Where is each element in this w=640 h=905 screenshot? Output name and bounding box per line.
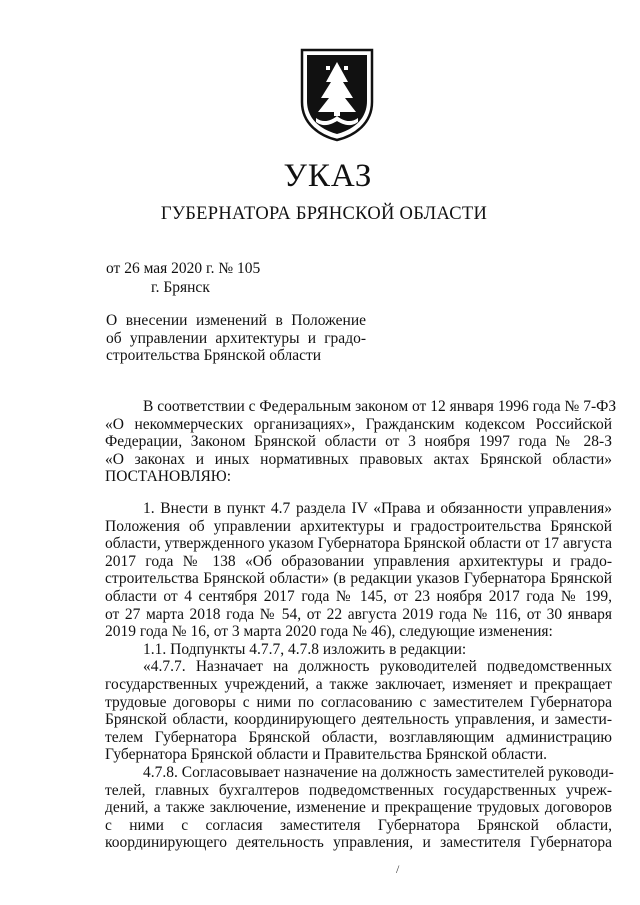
decree-title: УКАЗ: [283, 158, 373, 194]
text-line: области от 4 сентября 2017 года № 145, от 23 ноября 2017 года № 199,: [105, 587, 612, 605]
coat-of-arms-emblem: [296, 46, 378, 142]
subject-line: О внесении изменений в Положение: [106, 312, 366, 329]
text-line: 1.1. Подпункты 4.7.7, 4.7.8 изложить в редакции:: [143, 640, 467, 658]
main-body-text: [105, 500, 612, 852]
decree-subject: [106, 312, 366, 365]
subject-line: об управлении архитектуры и градо-: [106, 329, 366, 347]
text-line: телей, главных бухгалтеров подведомственных государственных учреж-: [105, 781, 612, 799]
text-line: строительства Брянской области» (в редакции указов Губернатора Брянской: [105, 570, 612, 588]
text-line: Брянской области, координирующего деятельность управления, и замести-: [105, 711, 612, 729]
text-line: координирующего деятельность управления, и заместителя Губернатора: [105, 834, 612, 852]
text-line: ПОСТАНОВЛЯЮ:: [105, 468, 232, 486]
text-line: области, утвержденного указом Губернатора Брянской области от 17 августа: [105, 535, 612, 553]
page-mark: /: [396, 862, 400, 876]
preamble-paragraph: [105, 398, 617, 486]
decree-city: г. Брянск: [151, 279, 210, 296]
subject-line: строительства Брянской области: [106, 347, 322, 364]
text-line: Губернатора Брянской области и Правительства Брянской области.: [105, 746, 548, 764]
text-line: 1. Внести в пункт 4.7 раздела IV «Права и обязанности управления»: [143, 500, 612, 517]
text-line: трудовые договоры с ними по согласованию с заместителем Губернатора: [105, 693, 612, 711]
text-line: В соответствии с Федеральным законом от 12 января 1996 года № 7-ФЗ: [143, 398, 617, 415]
issuer-title: ГУБЕРНАТОРА БРЯНСКОЙ ОБЛАСТИ: [160, 204, 488, 224]
text-line: «О некоммерческих организациях», Гражданским кодексом Российской: [105, 415, 612, 433]
text-line: 2017 года № 138 «Об образовании управления архитектуры и градо-: [105, 552, 612, 570]
text-line: от 27 марта 2018 года № 54, от 22 августа 2019 года № 116, от 30 января: [105, 605, 612, 623]
text-line: с ними с согласия заместителя Губернатора Брянской области,: [105, 816, 612, 834]
text-line: «4.7.7. Назначает на должность руководителей подведомственных: [143, 658, 612, 676]
text-line: Положения об управлении архитектуры и градостроительства Брянской: [105, 517, 612, 535]
text-line: 2019 года № 16, от 3 марта 2020 года № 46), следующие изменения:: [105, 623, 553, 641]
text-line: «О законах и иных нормативных правовых актах Брянской области»: [105, 450, 612, 468]
decree-date-number: от 26 мая 2020 г. № 105: [106, 260, 261, 277]
text-line: Федерации, Законом Брянской области от 3 ноября 1997 года № 28-З: [105, 433, 612, 451]
text-line: дений, а также заключение, изменение и прекращение трудовых договоров: [105, 799, 612, 817]
text-line: государственных учреждений, а также заключает, изменяет и прекращает: [105, 675, 612, 693]
text-line: 4.7.8. Согласовывает назначение на должность заместителей руководи-: [143, 763, 614, 781]
text-line: телем Губернатора Брянской области, возглавляющим администрацию: [105, 728, 612, 746]
